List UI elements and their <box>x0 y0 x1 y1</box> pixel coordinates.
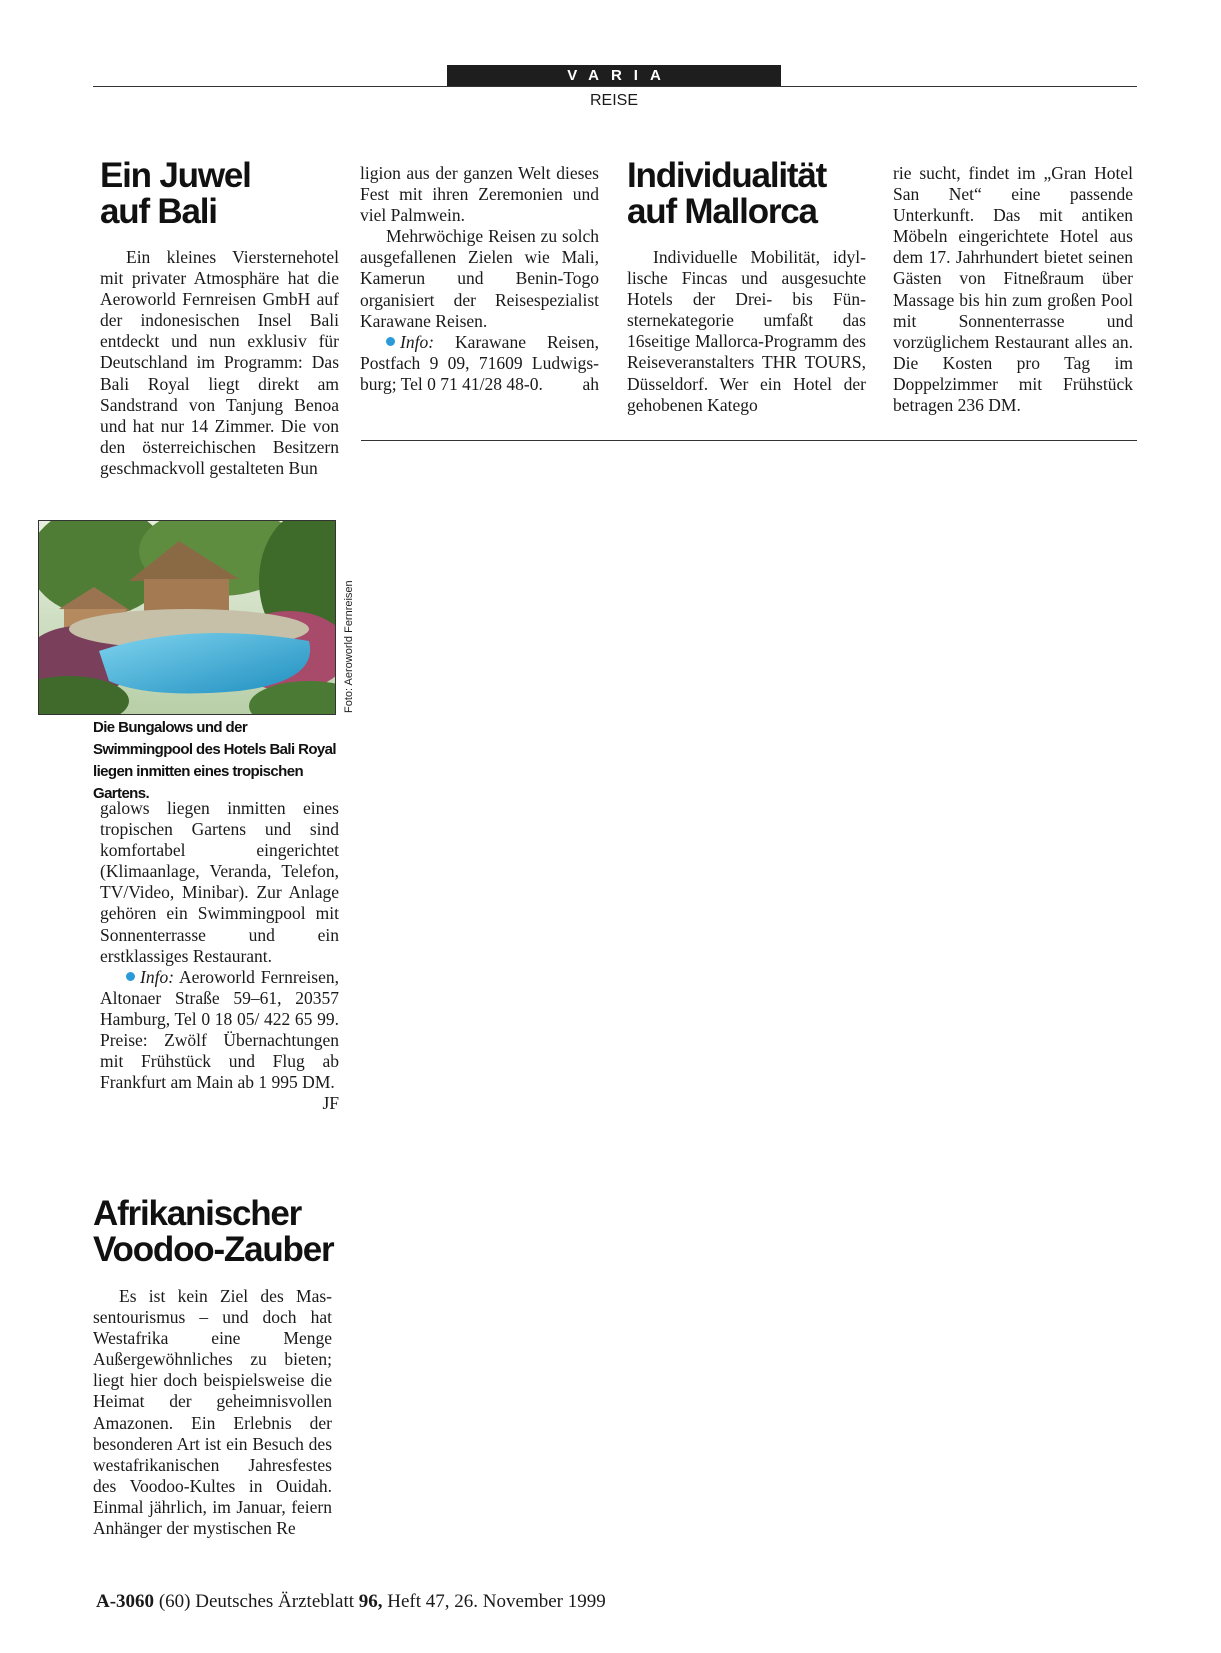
author-initials: ah <box>582 373 599 394</box>
photo-caption: Die Bungalows und der Swimmingpool des Hotels Bali Royal liegen inmitten eines tropischen Gartens. <box>93 719 336 802</box>
headline-mallorca-line2: auf Mallorca <box>627 192 817 231</box>
headline-bali-line2: auf Bali <box>100 192 217 231</box>
info-text: Karawane Reisen, Postfach 9 09, 71609 Ludwigsburg; Tel 0 71 41/28 48-0. <box>360 331 599 394</box>
info-label: Info: <box>400 331 435 352</box>
column-divider-rule <box>361 440 1137 441</box>
article-africa-paragraph: ligion aus der ganzen Welt dieses Fest mit ihren Zeremonien und viel Palmwein. <box>360 163 599 226</box>
headline-africa-line2: Voodoo-Zauber <box>93 1230 334 1269</box>
page-footer <box>96 1590 606 1614</box>
article-africa-paragraph: Mehrwöchige Reisen zu solch ausgefallenen Zielen wie Mali, Kamerun und Benin-Togo organisiert der Reisespezialist Karawane Reisen. <box>360 226 599 331</box>
article-bali-paragraph: Ein kleines Viersternehotel mit privater Atmosphäre hat die Aeroworld Fernreisen GmbH auf der indonesischen Insel Bali entdeckt und nun exklusiv für Deutschland im Programm: Das Bali Royal liegt direkt am Sandstrand von Tanjung Benoa und hat nur 14 Zimmer. Die von den österreichischen Besitzern geschmackvoll gestalteten Bun <box>100 247 339 478</box>
article-bali-column-top <box>100 247 339 479</box>
section-label: VARIA <box>567 67 673 84</box>
headline-mallorca-line1: Individualität <box>627 156 827 195</box>
headline-bali-line1: Ein Juwel <box>100 156 251 195</box>
article-bali-paragraph: galows liegen inmitten eines tropischen Gartens und sind komfortabel eingerichtet (Klimaanlage, Veranda, Telefon, TV/Video, Minibar). Zur Anlage gehören ein Swimmingpool mit Sonnenterrasse und ein erstklassiges Restaurant. <box>100 798 339 966</box>
article-bali-column-bottom <box>100 798 339 1114</box>
footer-page-ref: A-3060 <box>96 1591 155 1612</box>
footer-page-num: (60) <box>158 1591 191 1612</box>
headline-bali <box>100 158 251 230</box>
headline-mallorca <box>627 158 826 230</box>
photo-credit: Foto: Aeroworld Fernreisen <box>343 580 355 713</box>
section-header-bar <box>447 65 781 86</box>
info-label: Info: <box>140 966 175 987</box>
article-bali-info <box>100 966 339 1114</box>
author-initials: JF <box>322 1093 339 1114</box>
footer-journal: Deutsches Ärzteblatt <box>195 1591 355 1612</box>
headline-africa-line1: Afrikanischer <box>93 1194 302 1233</box>
article-africa-column-1 <box>93 1286 332 1539</box>
article-mallorca-paragraph: Individuelle Mobilität, idyllische Fincas und ausgesuchte Hotels der Drei- bis Fünsternekategorie umfaßt das 16seitige Mallorca-Programm des Reiseveranstalters THR TOURS, Düsseldorf. Wer ein Hotel der gehobenen Katego <box>627 247 866 415</box>
article-africa-paragraph: Es ist kein Ziel des Massentourismus – und doch hat Westafrika eine Menge Außergewöhnliches zu bieten; liegt hier doch beispielsweise die Heimat der geheimnisvollen Amazonen. Ein Erlebnis der besonderen Art ist ein Besuch des westafrikanischen Jahresfestes des Voodoo-Kultes in Ouidah. Einmal jährlich, im Januar, feiern Anhänger der mystischen Re <box>93 1286 332 1539</box>
bali-hotel-photo <box>38 520 336 715</box>
article-africa-column-2 <box>360 163 599 395</box>
subsection-label: REISE <box>589 92 638 109</box>
info-text: Aeroworld Fernreisen, Altonaer Straße 59–61, 20357 Hamburg, Tel 0 18 05/ 422 65 99. Preise: Zwölf Übernachtungen mit Frühstück und Flug ab Frankfurt am Main ab 1 995 DM. <box>100 966 339 1093</box>
article-mallorca-column-1 <box>627 247 866 416</box>
tropical-garden-pool-photo <box>39 521 335 714</box>
article-mallorca-column-2 <box>893 163 1133 416</box>
header-rule <box>93 86 1137 87</box>
info-bullet-icon <box>386 337 395 346</box>
article-africa-info <box>360 332 599 395</box>
article-mallorca-paragraph: rie sucht, findet im „Gran Hotel San Net“ eine passende Unterkunft. Das mit antiken Möbeln eingerichtete Hotel aus dem 17. Jahrhundert bietet seinen Gästen von Fitneßraum über Massage bis hin zum großen Pool mit Sonnenterrasse und vorzüglichem Restaurant alles an. Die Kosten pro Tag im Doppelzimmer mit Frühstück betragen 236 DM. <box>893 163 1133 416</box>
footer-issue: Heft 47, 26. November 1999 <box>387 1591 606 1612</box>
footer-volume: 96, <box>358 1591 383 1612</box>
headline-africa <box>93 1196 333 1268</box>
info-bullet-icon <box>126 972 135 981</box>
